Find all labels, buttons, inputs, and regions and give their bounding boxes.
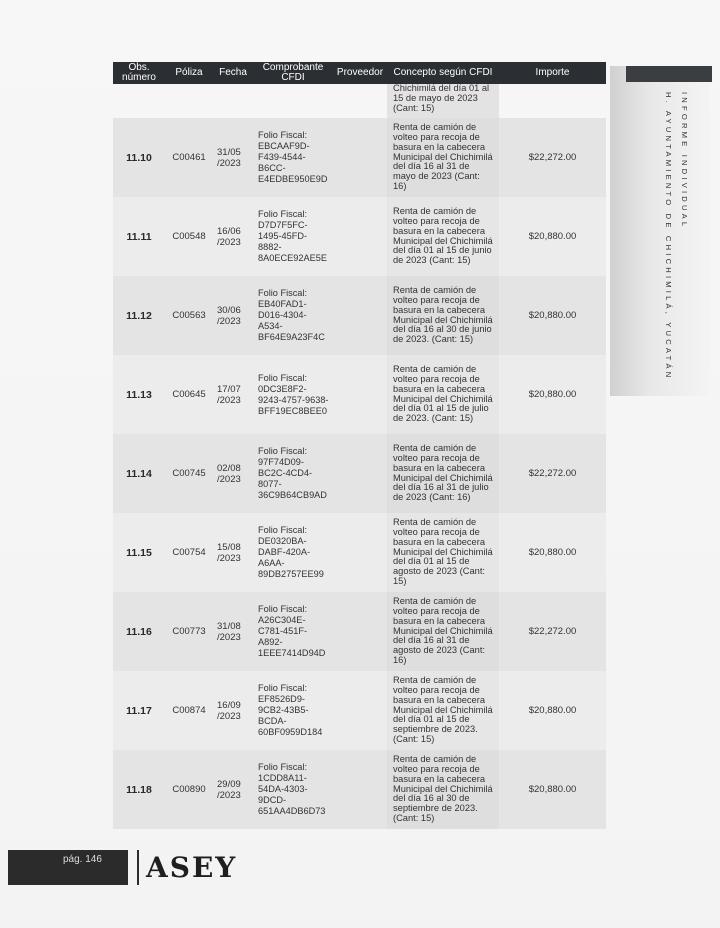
cell-poliza: C00773 [165, 592, 213, 671]
table-row [113, 276, 606, 355]
cell-comprobante: Folio Fiscal: EB40FAD1-D016-4304-A534-BF64E9A23F4C [253, 276, 333, 355]
header-comprobante: Comprobante CFDI [262, 62, 324, 83]
cell-comprobante: Folio Fiscal: 97F74D09-BC2C-4CD4-8077-36C9B64CB9AD [253, 434, 333, 513]
cell-concepto: Renta de camión de volteo para recoja de basura en la cabecera Municipal del Chichimilá del día 01 al 15 de agosto de 2023 (Cant: 15) [387, 513, 499, 592]
cell-comprobante: Folio Fiscal: EBCAAF9D-F439-4544-B6CC-E4EDBE950E9D [253, 118, 333, 197]
cell-proveedor [333, 276, 387, 355]
cell-poliza: C00874 [165, 671, 213, 750]
cell-fecha: 17/07 /2023 [213, 355, 253, 434]
cell-poliza: C00548 [165, 197, 213, 276]
audit-table [113, 62, 606, 829]
cell-fecha: 30/06 /2023 [213, 276, 253, 355]
cell-importe: $22,272.00 [499, 592, 606, 671]
cell-importe: $20,880.00 [499, 671, 606, 750]
cell-importe: $20,880.00 [499, 197, 606, 276]
cell-proveedor [333, 513, 387, 592]
continuation-row [113, 84, 606, 118]
cell-importe: $20,880.00 [499, 513, 606, 592]
header-proveedor: Proveedor [336, 67, 384, 78]
cell-poliza: C00645 [165, 355, 213, 434]
table-row [113, 355, 606, 434]
table-body [113, 118, 606, 829]
cell-obs: 11.15 [113, 513, 165, 592]
table-header [113, 62, 606, 84]
cell-fecha: 16/09 /2023 [213, 671, 253, 750]
cell-concepto: Renta de camión de volteo para recoja de basura en la cabecera Municipal del Chichimilá del día 01 al 15 de septiembre de 2023. (Cant: 15) [387, 671, 499, 750]
cell-obs: 11.10 [113, 118, 165, 197]
cell-concepto: Renta de camión de volteo para recoja de basura en la cabecera Municipal del Chichimilá del día 16 al 30 de junio de 2023. (Cant: 15) [387, 276, 499, 355]
cell-importe: $20,880.00 [499, 276, 606, 355]
cell-fecha: 29/09 /2023 [213, 750, 253, 829]
table-row [113, 118, 606, 197]
table-row [113, 671, 606, 750]
cell-obs: 11.17 [113, 671, 165, 750]
cell-comprobante: Folio Fiscal: EF8526D9-9CB2-43B5-BCDA-60BF0959D184 [253, 671, 333, 750]
cell-fecha: 15/08 /2023 [213, 513, 253, 592]
cell-obs: 11.11 [113, 197, 165, 276]
cell-importe: $20,880.00 [499, 355, 606, 434]
cell-concepto: Renta de camión de volteo para recoja de basura en la cabecera Municipal del Chichimilá del día 01 al 15 de julio de 2023. (Cant: 15) [387, 355, 499, 434]
cell-poliza: C00461 [165, 118, 213, 197]
side-title-municipality: H. AYUNTAMIENTO DE CHICHIMILÁ, YUCATÁN [664, 92, 673, 381]
cell-comprobante: Folio Fiscal: 1CDD8A11-54DA-4303-9DCD-651AA4DB6D73 [253, 750, 333, 829]
cell-proveedor [333, 355, 387, 434]
header-obs: Obs. número [122, 62, 156, 83]
cell-comprobante: Folio Fiscal: D7D7F5FC-1495-45FD-8882-8A0ECE92AE5E [253, 197, 333, 276]
side-title-report: INFORME INDIVIDUAL [680, 92, 689, 230]
cell-fecha: 02/08 /2023 [213, 434, 253, 513]
cell-obs: 11.14 [113, 434, 165, 513]
cell-obs: 11.13 [113, 355, 165, 434]
cell-importe: $20,880.00 [499, 750, 606, 829]
cell-fecha: 16/06 /2023 [213, 197, 253, 276]
footer-separator [137, 850, 139, 885]
header-fecha: Fecha [219, 67, 247, 78]
page-number: pág. 146 [63, 854, 102, 865]
cell-poliza: C00563 [165, 276, 213, 355]
cell-importe: $22,272.00 [499, 118, 606, 197]
header-concepto: Concepto según CFDI [393, 67, 493, 78]
cell-obs: 11.16 [113, 592, 165, 671]
table-row [113, 434, 606, 513]
header-poliza: Póliza [175, 67, 203, 78]
cell-proveedor [333, 750, 387, 829]
cell-concepto: Renta de camión de volteo para recoja de basura en la cabecera Municipal del Chichimilá del día 01 al 15 de junio de 2023 (Cant: 15) [387, 197, 499, 276]
asey-logo: ASEY [146, 851, 238, 884]
cell-concepto: Renta de camión de volteo para recoja de basura en la cabecera Municipal del Chichimilá del día 16 al 31 de julio de 2023 (Cant: 16) [387, 434, 499, 513]
cell-proveedor [333, 592, 387, 671]
table-row [113, 750, 606, 829]
side-band [610, 66, 710, 396]
cell-concepto: Renta de camión de volteo para recoja de basura en la cabecera Municipal del Chichimilá del día 16 al 31 de agosto de 2023 (Cant: 16) [387, 592, 499, 671]
cell-comprobante: Folio Fiscal: 0DC3E8F2-9243-4757-9638-BFF19EC8BEE0 [253, 355, 333, 434]
continuation-text: Chichimilá del día 01 al 15 de mayo de 2023 (Cant: 15) [387, 84, 499, 118]
table-row [113, 197, 606, 276]
cell-concepto: Renta de camión de volteo para recoja de basura en la cabecera Municipal del Chichimilá del día 16 al 30 de septiembre de 2023. (Cant: 15) [387, 750, 499, 829]
cell-obs: 11.12 [113, 276, 165, 355]
header-importe: Importe [535, 67, 570, 78]
cell-poliza: C00754 [165, 513, 213, 592]
table-row [113, 513, 606, 592]
cell-importe: $22,272.00 [499, 434, 606, 513]
cell-poliza: C00745 [165, 434, 213, 513]
cell-comprobante: Folio Fiscal: A26C304E-C781-451F-A892-1EEE7414D94D [253, 592, 333, 671]
table-row [113, 592, 606, 671]
cell-comprobante: Folio Fiscal: DE0320BA-DABF-420A-A6AA-89DB2757EE99 [253, 513, 333, 592]
cell-proveedor [333, 434, 387, 513]
cell-proveedor [333, 671, 387, 750]
cell-poliza: C00890 [165, 750, 213, 829]
side-bar [626, 66, 712, 82]
cell-concepto: Renta de camión de volteo para recoja de basura en la cabecera Municipal del Chichimilá del día 16 al 31 de mayo de 2023 (Cant: 16) [387, 118, 499, 197]
cell-fecha: 31/05 /2023 [213, 118, 253, 197]
cell-obs: 11.18 [113, 750, 165, 829]
cell-fecha: 31/08 /2023 [213, 592, 253, 671]
cell-proveedor [333, 197, 387, 276]
cell-proveedor [333, 118, 387, 197]
